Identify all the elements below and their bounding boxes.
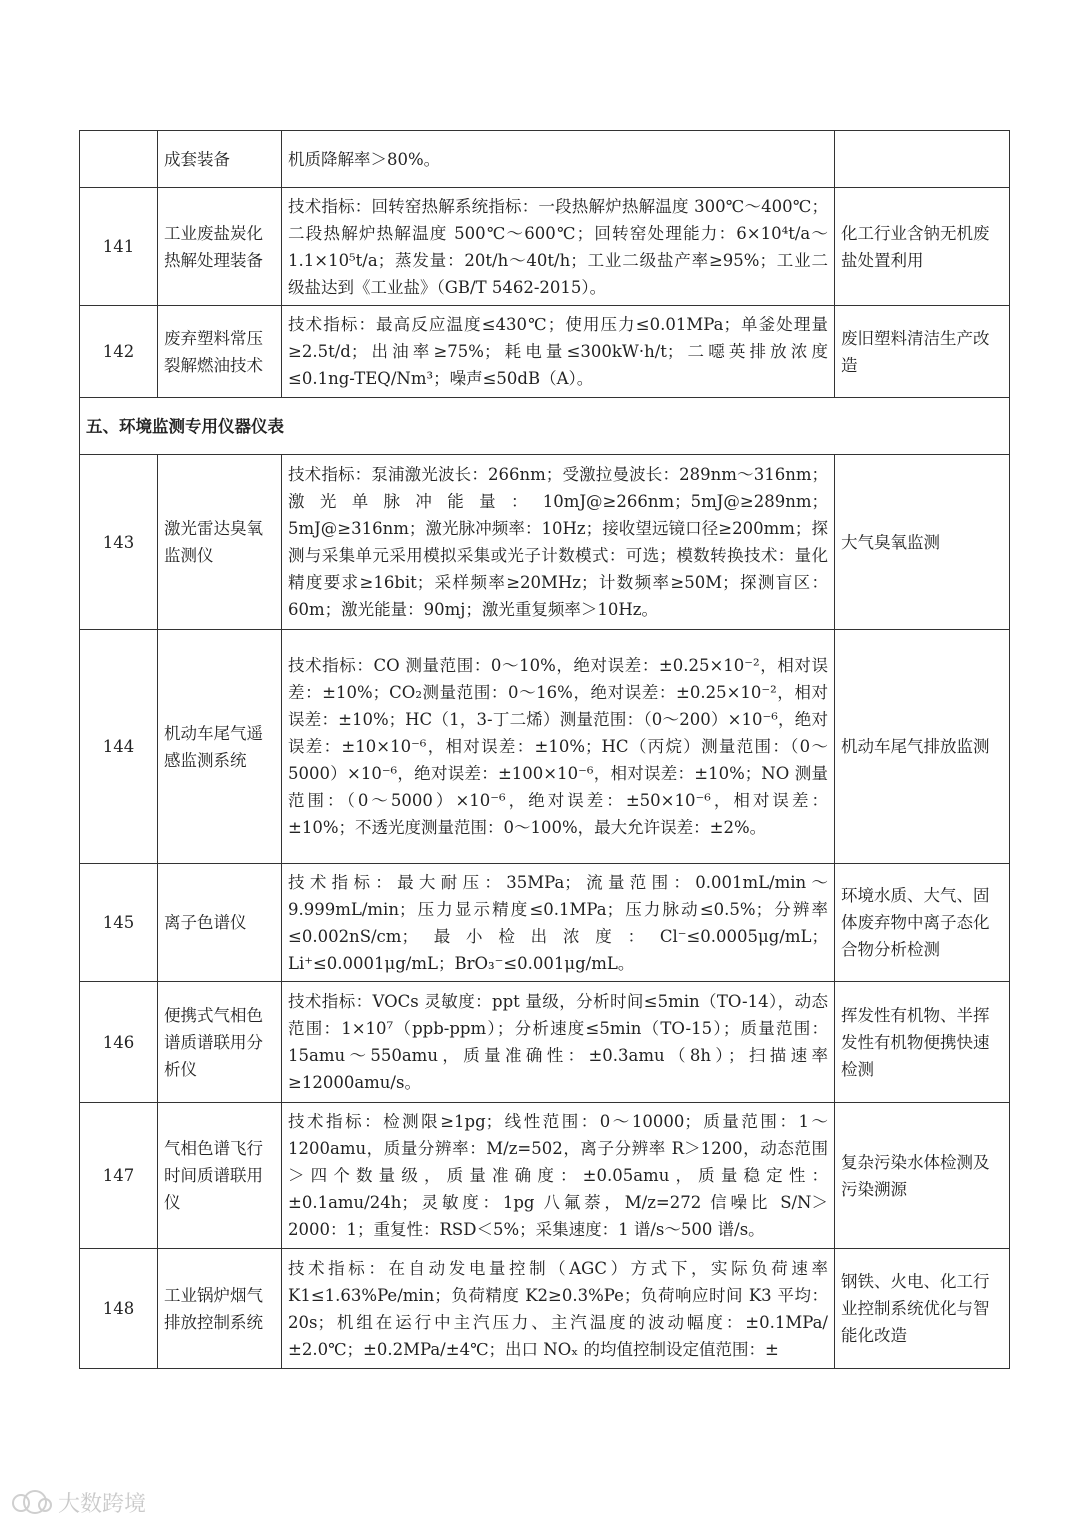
- item-spec: 技术指标：检测限≥1pg；线性范围：0～10000；质量范围：1～1200amu，质量分辨率：M/z=502，离子分辨率 R＞1200，动态范围＞四个数量级，质量准确度：±0.05amu，质量稳定性：±0.1amu/24h；灵敏度：1pg 八氟萘，M/z=272 信噪比 S/N＞2000：1；重复性：RSD＜5%；采集速度：1 谱/s～500 谱/s。: [282, 1103, 835, 1249]
- item-name: 激光雷达臭氧监测仪: [158, 455, 282, 630]
- row-number: 144: [80, 630, 158, 864]
- item-spec: 技术指标：最大耐压：35MPa；流量范围：0.001mL/min～9.999mL/min；压力显示精度≤0.1MPa；压力脉动≤0.5%；分辨率≤0.002nS/cm；最小检出浓度：Cl⁻≤0.0005μg/mL；Li⁺≤0.0001μg/mL；BrO₃⁻≤0.001μg/mL。: [282, 864, 835, 982]
- watermark-text: 大数跨境: [58, 1492, 147, 1517]
- table-row: [80, 306, 1010, 398]
- row-number: 141: [80, 188, 158, 306]
- item-name: 成套装备: [158, 131, 282, 188]
- item-name: 离子色谱仪: [158, 864, 282, 982]
- table-row: [80, 1103, 1010, 1249]
- item-name: 工业锅炉烟气排放控制系统: [158, 1249, 282, 1369]
- item-application: 钢铁、火电、化工行业控制系统优化与智能化改造: [835, 1249, 1010, 1369]
- row-number: 142: [80, 306, 158, 398]
- watermark-logo-icon: [12, 1490, 52, 1516]
- table-row: [80, 1249, 1010, 1369]
- row-number: 148: [80, 1249, 158, 1369]
- row-number: 147: [80, 1103, 158, 1249]
- table-row: [80, 455, 1010, 630]
- item-spec: 技术指标：CO 测量范围：0～10%，绝对误差：±0.25×10⁻²，相对误差：±10%；CO₂测量范围：0～16%，绝对误差：±0.25×10⁻²，相对误差：±10%；HC（1，3-丁二烯）测量范围：（0～200）×10⁻⁶，绝对误差：±10×10⁻⁶，相对误差：±10%；HC（丙烷）测量范围：（0～5000）×10⁻⁶，绝对误差：±100×10⁻⁶，相对误差：±10%；NO 测量范围：（0～5000）×10⁻⁶，绝对误差：±50×10⁻⁶，相对误差：±10%；不透光度测量范围：0～100%，最大允许误差：±2%。: [282, 630, 835, 864]
- row-number: 145: [80, 864, 158, 982]
- item-spec: 技术指标：最高反应温度≤430℃；使用压力≤0.01MPa；单釜处理量≥2.5t/d；出油率≥75%；耗电量≤300kW·h/t；二噁英排放浓度≤0.1ng-TEQ/Nm³；噪声≤50dB（A）。: [282, 306, 835, 398]
- row-number: 143: [80, 455, 158, 630]
- item-spec: 技术指标：回转窑热解系统指标：一段热解炉热解温度 300℃～400℃；二段热解炉热解温度 500℃～600℃；回转窑处理能力：6×10⁴t/a～1.1×10⁵t/a；蒸发量：20t/h～40t/h；工业二级盐产率≥95%；工业二级盐达到《工业盐》（GB/T 5462-2015）。: [282, 188, 835, 306]
- item-name: 气相色谱飞行时间质谱联用仪: [158, 1103, 282, 1249]
- item-application: 挥发性有机物、半挥发性有机物便携快速检测: [835, 982, 1010, 1103]
- item-application: 环境水质、大气、固体废弃物中离子态化合物分析检测: [835, 864, 1010, 982]
- section-row: [80, 398, 1010, 455]
- table-row: [80, 982, 1010, 1103]
- item-spec: 机质降解率＞80%。: [282, 131, 835, 188]
- row-number: 146: [80, 982, 158, 1103]
- table-row: [80, 864, 1010, 982]
- item-application: 机动车尾气排放监测: [835, 630, 1010, 864]
- watermark: [12, 1487, 146, 1518]
- item-name: 废弃塑料常压裂解燃油技术: [158, 306, 282, 398]
- item-application: 复杂污染水体检测及污染溯源: [835, 1103, 1010, 1249]
- standards-table: [79, 130, 1010, 1369]
- table-row: [80, 188, 1010, 306]
- item-application: 废旧塑料清洁生产改造: [835, 306, 1010, 398]
- item-name: 工业废盐炭化热解处理装备: [158, 188, 282, 306]
- item-spec: 技术指标：泵浦激光波长：266nm；受激拉曼波长：289nm～316nm；激光单脉冲能量：10mJ@≥266nm；5mJ@≥289nm；5mJ@≥316nm；激光脉冲频率：10Hz；接收望远镜口径≥200mm；探测与采集单元采用模拟采集或光子计数模式：可选；模数转换技术：量化精度要求≥16bit；采样频率≥20MHz；计数频率≥50M；探测盲区：60m；激光能量：90mj；激光重复频率＞10Hz。: [282, 455, 835, 630]
- item-application: 化工行业含钠无机废盐处置利用: [835, 188, 1010, 306]
- item-application: 大气臭氧监测: [835, 455, 1010, 630]
- item-name: 机动车尾气遥感监测系统: [158, 630, 282, 864]
- section-heading: 五、环境监测专用仪器仪表: [80, 398, 1010, 455]
- item-spec: 技术指标：在自动发电量控制（AGC）方式下，实际负荷速率 K1≤1.63%Pe/min；负荷精度 K2≥0.3%Pe；负荷响应时间 K3 平均：20s；机组在运行中主汽压力、主汽温度的波动幅度：±0.1MPa/±2.0℃；±0.2MPa/±4℃；出口 NOₓ 的均值控制设定值范围：±: [282, 1249, 835, 1369]
- table-row: [80, 630, 1010, 864]
- item-application: [835, 131, 1010, 188]
- item-spec: 技术指标：VOCs 灵敏度：ppt 量级，分析时间≤5min（TO-14），动态范围：1×10⁷（ppb-ppm）；分析速度≤5min（TO-15）；质量范围：15amu～550amu，质量准确性：±0.3amu（8h）；扫描速率≥12000amu/s。: [282, 982, 835, 1103]
- row-number: [80, 131, 158, 188]
- table-row: [80, 131, 1010, 188]
- item-name: 便携式气相色谱质谱联用分析仪: [158, 982, 282, 1103]
